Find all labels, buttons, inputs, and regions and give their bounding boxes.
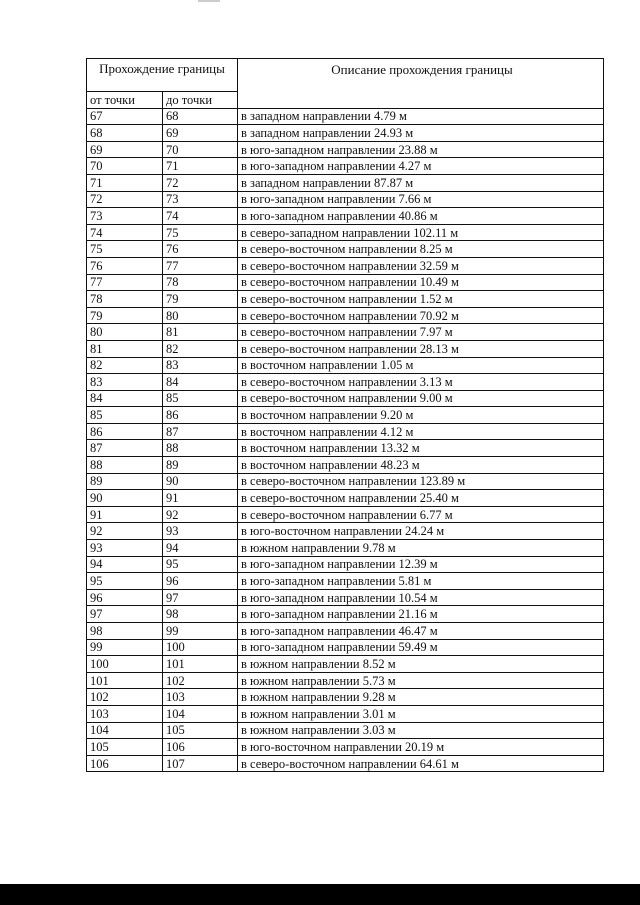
cell-description: в южном направлении 3.01 м (238, 705, 604, 722)
table-body (87, 108, 604, 772)
cell-from-point: 81 (87, 340, 163, 357)
cell-description: в западном направлении 24.93 м (238, 125, 604, 142)
table-row (87, 540, 604, 557)
cell-from-point: 72 (87, 191, 163, 208)
cell-description: в восточном направлении 1.05 м (238, 357, 604, 374)
table-row (87, 224, 604, 241)
cell-from-point: 103 (87, 705, 163, 722)
cell-description: в южном направлении 3.03 м (238, 722, 604, 739)
cell-from-point: 68 (87, 125, 163, 142)
cell-from-point: 70 (87, 158, 163, 175)
cell-from-point: 106 (87, 755, 163, 772)
cell-to-point: 95 (163, 556, 238, 573)
table-row (87, 589, 604, 606)
cell-description: в западном направлении 87.87 м (238, 174, 604, 191)
cell-from-point: 94 (87, 556, 163, 573)
cell-from-point: 77 (87, 274, 163, 291)
table-row (87, 241, 604, 258)
cell-from-point: 67 (87, 108, 163, 125)
table-row (87, 523, 604, 540)
cell-from-point: 96 (87, 589, 163, 606)
cell-to-point: 72 (163, 174, 238, 191)
cell-description: в южном направлении 9.78 м (238, 540, 604, 557)
table-row (87, 623, 604, 640)
cell-from-point: 74 (87, 224, 163, 241)
cell-from-point: 87 (87, 440, 163, 457)
cell-to-point: 96 (163, 573, 238, 590)
cell-from-point: 105 (87, 739, 163, 756)
cell-from-point: 99 (87, 639, 163, 656)
cell-description: в северо-западном направлении 102.11 м (238, 224, 604, 241)
cell-description: в восточном направлении 13.32 м (238, 440, 604, 457)
table-row (87, 440, 604, 457)
cell-description: в юго-восточном направлении 24.24 м (238, 523, 604, 540)
table-row (87, 705, 604, 722)
cell-from-point: 71 (87, 174, 163, 191)
cell-to-point: 91 (163, 490, 238, 507)
cell-description: в северо-восточном направлении 70.92 м (238, 307, 604, 324)
table-row (87, 158, 604, 175)
cell-from-point: 80 (87, 324, 163, 341)
table-row (87, 755, 604, 772)
table-row (87, 739, 604, 756)
cell-description: в северо-восточном направлении 64.61 м (238, 755, 604, 772)
cell-from-point: 86 (87, 423, 163, 440)
cell-from-point: 82 (87, 357, 163, 374)
cell-to-point: 98 (163, 606, 238, 623)
cell-to-point: 81 (163, 324, 238, 341)
cell-to-point: 104 (163, 705, 238, 722)
cell-to-point: 77 (163, 257, 238, 274)
cell-to-point: 105 (163, 722, 238, 739)
cell-to-point: 90 (163, 473, 238, 490)
cell-from-point: 95 (87, 573, 163, 590)
cell-to-point: 78 (163, 274, 238, 291)
table-row (87, 108, 604, 125)
table-row (87, 374, 604, 391)
table-row (87, 125, 604, 142)
cell-to-point: 100 (163, 639, 238, 656)
cell-description: в восточном направлении 9.20 м (238, 407, 604, 424)
table-row (87, 324, 604, 341)
cell-description: в северо-восточном направлении 9.00 м (238, 390, 604, 407)
cell-from-point: 93 (87, 540, 163, 557)
cell-description: в юго-западном направлении 4.27 м (238, 158, 604, 175)
cell-from-point: 91 (87, 506, 163, 523)
table-row (87, 208, 604, 225)
cell-to-point: 86 (163, 407, 238, 424)
cell-from-point: 90 (87, 490, 163, 507)
cell-description: в северо-восточном направлении 3.13 м (238, 374, 604, 391)
cell-description: в юго-западном направлении 46.47 м (238, 623, 604, 640)
cell-from-point: 83 (87, 374, 163, 391)
table-row (87, 506, 604, 523)
scan-bottom-edge (0, 884, 640, 905)
cell-to-point: 87 (163, 423, 238, 440)
cell-to-point: 69 (163, 125, 238, 142)
cell-to-point: 88 (163, 440, 238, 457)
cell-description: в северо-восточном направлении 6.77 м (238, 506, 604, 523)
cell-description: в восточном направлении 4.12 м (238, 423, 604, 440)
cell-to-point: 102 (163, 672, 238, 689)
cell-from-point: 88 (87, 457, 163, 474)
cell-from-point: 78 (87, 291, 163, 308)
cell-to-point: 97 (163, 589, 238, 606)
cell-from-point: 100 (87, 656, 163, 673)
cell-description: в юго-западном направлении 7.66 м (238, 191, 604, 208)
cell-description: в северо-восточном направлении 25.40 м (238, 490, 604, 507)
table-row (87, 722, 604, 739)
cell-to-point: 75 (163, 224, 238, 241)
table-row (87, 340, 604, 357)
cell-description: в северо-восточном направлении 32.59 м (238, 257, 604, 274)
table-row (87, 307, 604, 324)
boundary-table (86, 58, 604, 772)
cell-from-point: 79 (87, 307, 163, 324)
table-row (87, 473, 604, 490)
cell-description: в юго-западном направлении 23.88 м (238, 141, 604, 158)
cell-to-point: 82 (163, 340, 238, 357)
cell-from-point: 102 (87, 689, 163, 706)
cell-description: в юго-западном направлении 5.81 м (238, 573, 604, 590)
cell-from-point: 75 (87, 241, 163, 258)
cell-description: в юго-западном направлении 21.16 м (238, 606, 604, 623)
cell-from-point: 89 (87, 473, 163, 490)
table-row (87, 689, 604, 706)
cell-to-point: 107 (163, 755, 238, 772)
cell-from-point: 97 (87, 606, 163, 623)
cell-to-point: 89 (163, 457, 238, 474)
cell-from-point: 73 (87, 208, 163, 225)
cell-description: в северо-восточном направлении 1.52 м (238, 291, 604, 308)
cell-description: в северо-восточном направлении 123.89 м (238, 473, 604, 490)
cell-from-point: 85 (87, 407, 163, 424)
cell-to-point: 85 (163, 390, 238, 407)
table-row (87, 257, 604, 274)
cell-description: в северо-восточном направлении 8.25 м (238, 241, 604, 258)
table-row (87, 672, 604, 689)
header-boundary-description: Описание прохождения границы (238, 59, 604, 109)
cell-to-point: 84 (163, 374, 238, 391)
table-row (87, 357, 604, 374)
cell-from-point: 76 (87, 257, 163, 274)
table-header-row (87, 59, 604, 92)
table-row (87, 174, 604, 191)
table-row (87, 573, 604, 590)
cell-from-point: 69 (87, 141, 163, 158)
cell-from-point: 104 (87, 722, 163, 739)
cell-to-point: 80 (163, 307, 238, 324)
table-row (87, 606, 604, 623)
table-row (87, 656, 604, 673)
cell-from-point: 84 (87, 390, 163, 407)
table-row (87, 191, 604, 208)
cell-from-point: 92 (87, 523, 163, 540)
cell-to-point: 83 (163, 357, 238, 374)
cell-to-point: 106 (163, 739, 238, 756)
table-row (87, 291, 604, 308)
cell-to-point: 93 (163, 523, 238, 540)
cell-description: в восточном направлении 48.23 м (238, 457, 604, 474)
cell-description: в юго-западном направлении 10.54 м (238, 589, 604, 606)
cell-to-point: 103 (163, 689, 238, 706)
table-row (87, 556, 604, 573)
table-row (87, 407, 604, 424)
scan-artifact (198, 0, 220, 2)
cell-description: в юго-западном направлении 40.86 м (238, 208, 604, 225)
cell-description: в юго-восточном направлении 20.19 м (238, 739, 604, 756)
table-row (87, 457, 604, 474)
header-to-point: до точки (163, 92, 238, 109)
cell-description: в северо-восточном направлении 28.13 м (238, 340, 604, 357)
cell-description: в южном направлении 9.28 м (238, 689, 604, 706)
cell-description: в юго-западном направлении 12.39 м (238, 556, 604, 573)
cell-to-point: 68 (163, 108, 238, 125)
cell-description: в южном направлении 5.73 м (238, 672, 604, 689)
cell-to-point: 76 (163, 241, 238, 258)
cell-to-point: 99 (163, 623, 238, 640)
cell-description: в северо-восточном направлении 7.97 м (238, 324, 604, 341)
header-from-point: от точки (87, 92, 163, 109)
cell-to-point: 70 (163, 141, 238, 158)
cell-to-point: 71 (163, 158, 238, 175)
cell-description: в северо-восточном направлении 10.49 м (238, 274, 604, 291)
cell-to-point: 92 (163, 506, 238, 523)
cell-description: в юго-западном направлении 59.49 м (238, 639, 604, 656)
cell-to-point: 73 (163, 191, 238, 208)
table-row (87, 490, 604, 507)
cell-description: в южном направлении 8.52 м (238, 656, 604, 673)
cell-to-point: 79 (163, 291, 238, 308)
cell-to-point: 94 (163, 540, 238, 557)
cell-to-point: 101 (163, 656, 238, 673)
header-boundary-passage: Прохождение границы (87, 59, 238, 92)
cell-from-point: 101 (87, 672, 163, 689)
table-row (87, 639, 604, 656)
table-row (87, 274, 604, 291)
table-row (87, 141, 604, 158)
cell-to-point: 74 (163, 208, 238, 225)
cell-from-point: 98 (87, 623, 163, 640)
table-row (87, 390, 604, 407)
cell-description: в западном направлении 4.79 м (238, 108, 604, 125)
table-row (87, 423, 604, 440)
